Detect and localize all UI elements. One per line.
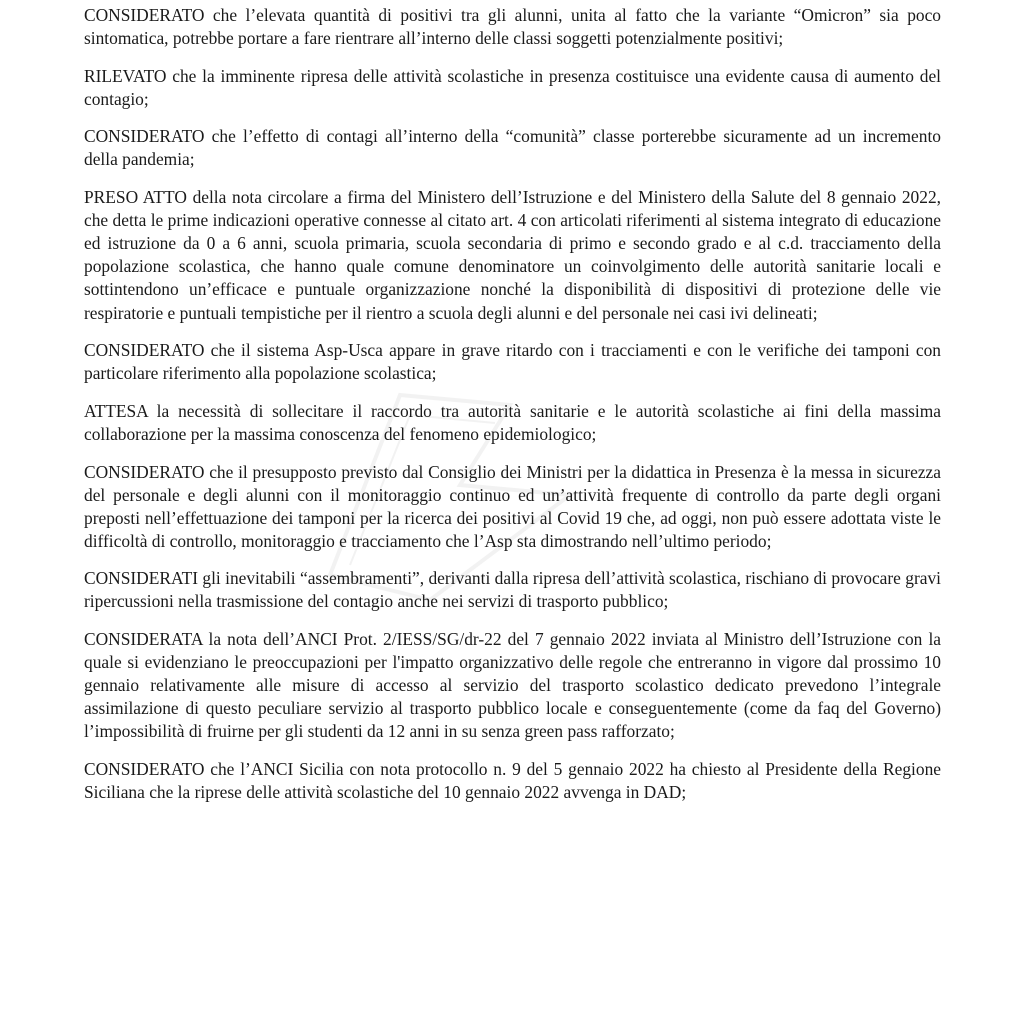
paragraph-considerato-contagi: CONSIDERATO che l’effetto di contagi all’interno della “comunità” classe porterebbe sicuramente ad un incremento della pandemia; [84,126,941,170]
paragraph-considerata-nota-anci: CONSIDERATA la nota dell’ANCI Prot. 2/IESS/SG/dr-22 del 7 gennaio 2022 inviata al Ministro dell’Istruzione con la quale si evidenziano le preoccupazioni per l'impatto organizzativo delle regole che entreranno in vigore dal prossimo 10 gennaio relativamente alle misure di accesso al servizio del trasporto scolastico dedicato prevedono l’integrale assimilazione di questo peculiare servizio al trasporto pubblico locale e conseguentemente (come da faq del Governo) l’impossibilità di fruirne per gli studenti da 12 anni in su senza green pass rafforzato; [84,629,941,742]
paragraph-considerato-anci-sicilia: CONSIDERATO che l’ANCI Sicilia con nota protocollo n. 9 del 5 gennaio 2022 ha chiesto al Presidente della Regione Siciliana che la riprese delle attività scolastiche del 10 gennaio 2022 avvenga in DAD; [84,759,941,803]
document-page [84,4,941,819]
paragraph-attesa-raccordo: ATTESA la necessità di sollecitare il raccordo tra autorità sanitarie e le autorità scolastiche ai fini della massima collaborazione per la massima conoscenza del fenomeno epidemiologico; [84,400,941,444]
paragraph-considerati-assembramenti: CONSIDERATI gli inevitabili “assembramenti”, derivanti dalla ripresa dell’attività scolastica, rischiano di provocare gravi ripercussioni nella trasmissione del contagio anche nei servizi di trasporto pubblico; [84,568,941,612]
paragraph-considerato-positivi: CONSIDERATO che l’elevata quantità di positivi tra gli alunni, unita al fatto che la variante “Omicron” sia poco sintomatica, potrebbe portare a fare rientrare all’interno delle classi soggetti potenzialmente positivi; [84,5,941,49]
paragraph-considerato-presupposto: CONSIDERATO che il presupposto previsto dal Consiglio dei Ministri per la didattica in Presenza è la messa in sicurezza del personale e degli alunni con il monitoraggio continuo ed un’attività frequente di controllo da parte degli organi preposti nell’effettuazione dei tamponi per la ricerca dei positivi al Covid 19 che, ad oggi, non può essere adottata viste le difficoltà di controllo, monitoraggio e tracciamento che l’Asp sta dimostrando nell’ultimo periodo; [84,461,941,551]
paragraph-rilevato-ripresa: RILEVATO che la imminente ripresa delle attività scolastiche in presenza costituisce una evidente causa di aumento del contagio; [84,65,941,109]
paragraph-preso-atto-nota: PRESO ATTO della nota circolare a firma del Ministero dell’Istruzione e del Ministero della Salute del 8 gennaio 2022, che detta le prime indicazioni operative connesse al citato art. 4 con articolati riferimenti al sistema integrato di educazione ed istruzione da 0 a 6 anni, scuola primaria, scuola secondaria di primo e secondo grado e al c.d. tracciamento della popolazione scolastica, che hanno quale comune denominatore un coinvolgimento delle autorità sanitarie locali e sottintendono un’efficace e puntuale organizzazione nonché la disponibilità di dispositivi di protezione delle vie respiratorie e puntuali tempistiche per il rientro a scuola degli alunni e del personale nei casi ivi delineati; [84,187,941,323]
paragraph-considerato-asp-usca: CONSIDERATO che il sistema Asp-Usca appare in grave ritardo con i tracciamenti e con le verifiche dei tamponi con particolare riferimento alla popolazione scolastica; [84,340,941,384]
